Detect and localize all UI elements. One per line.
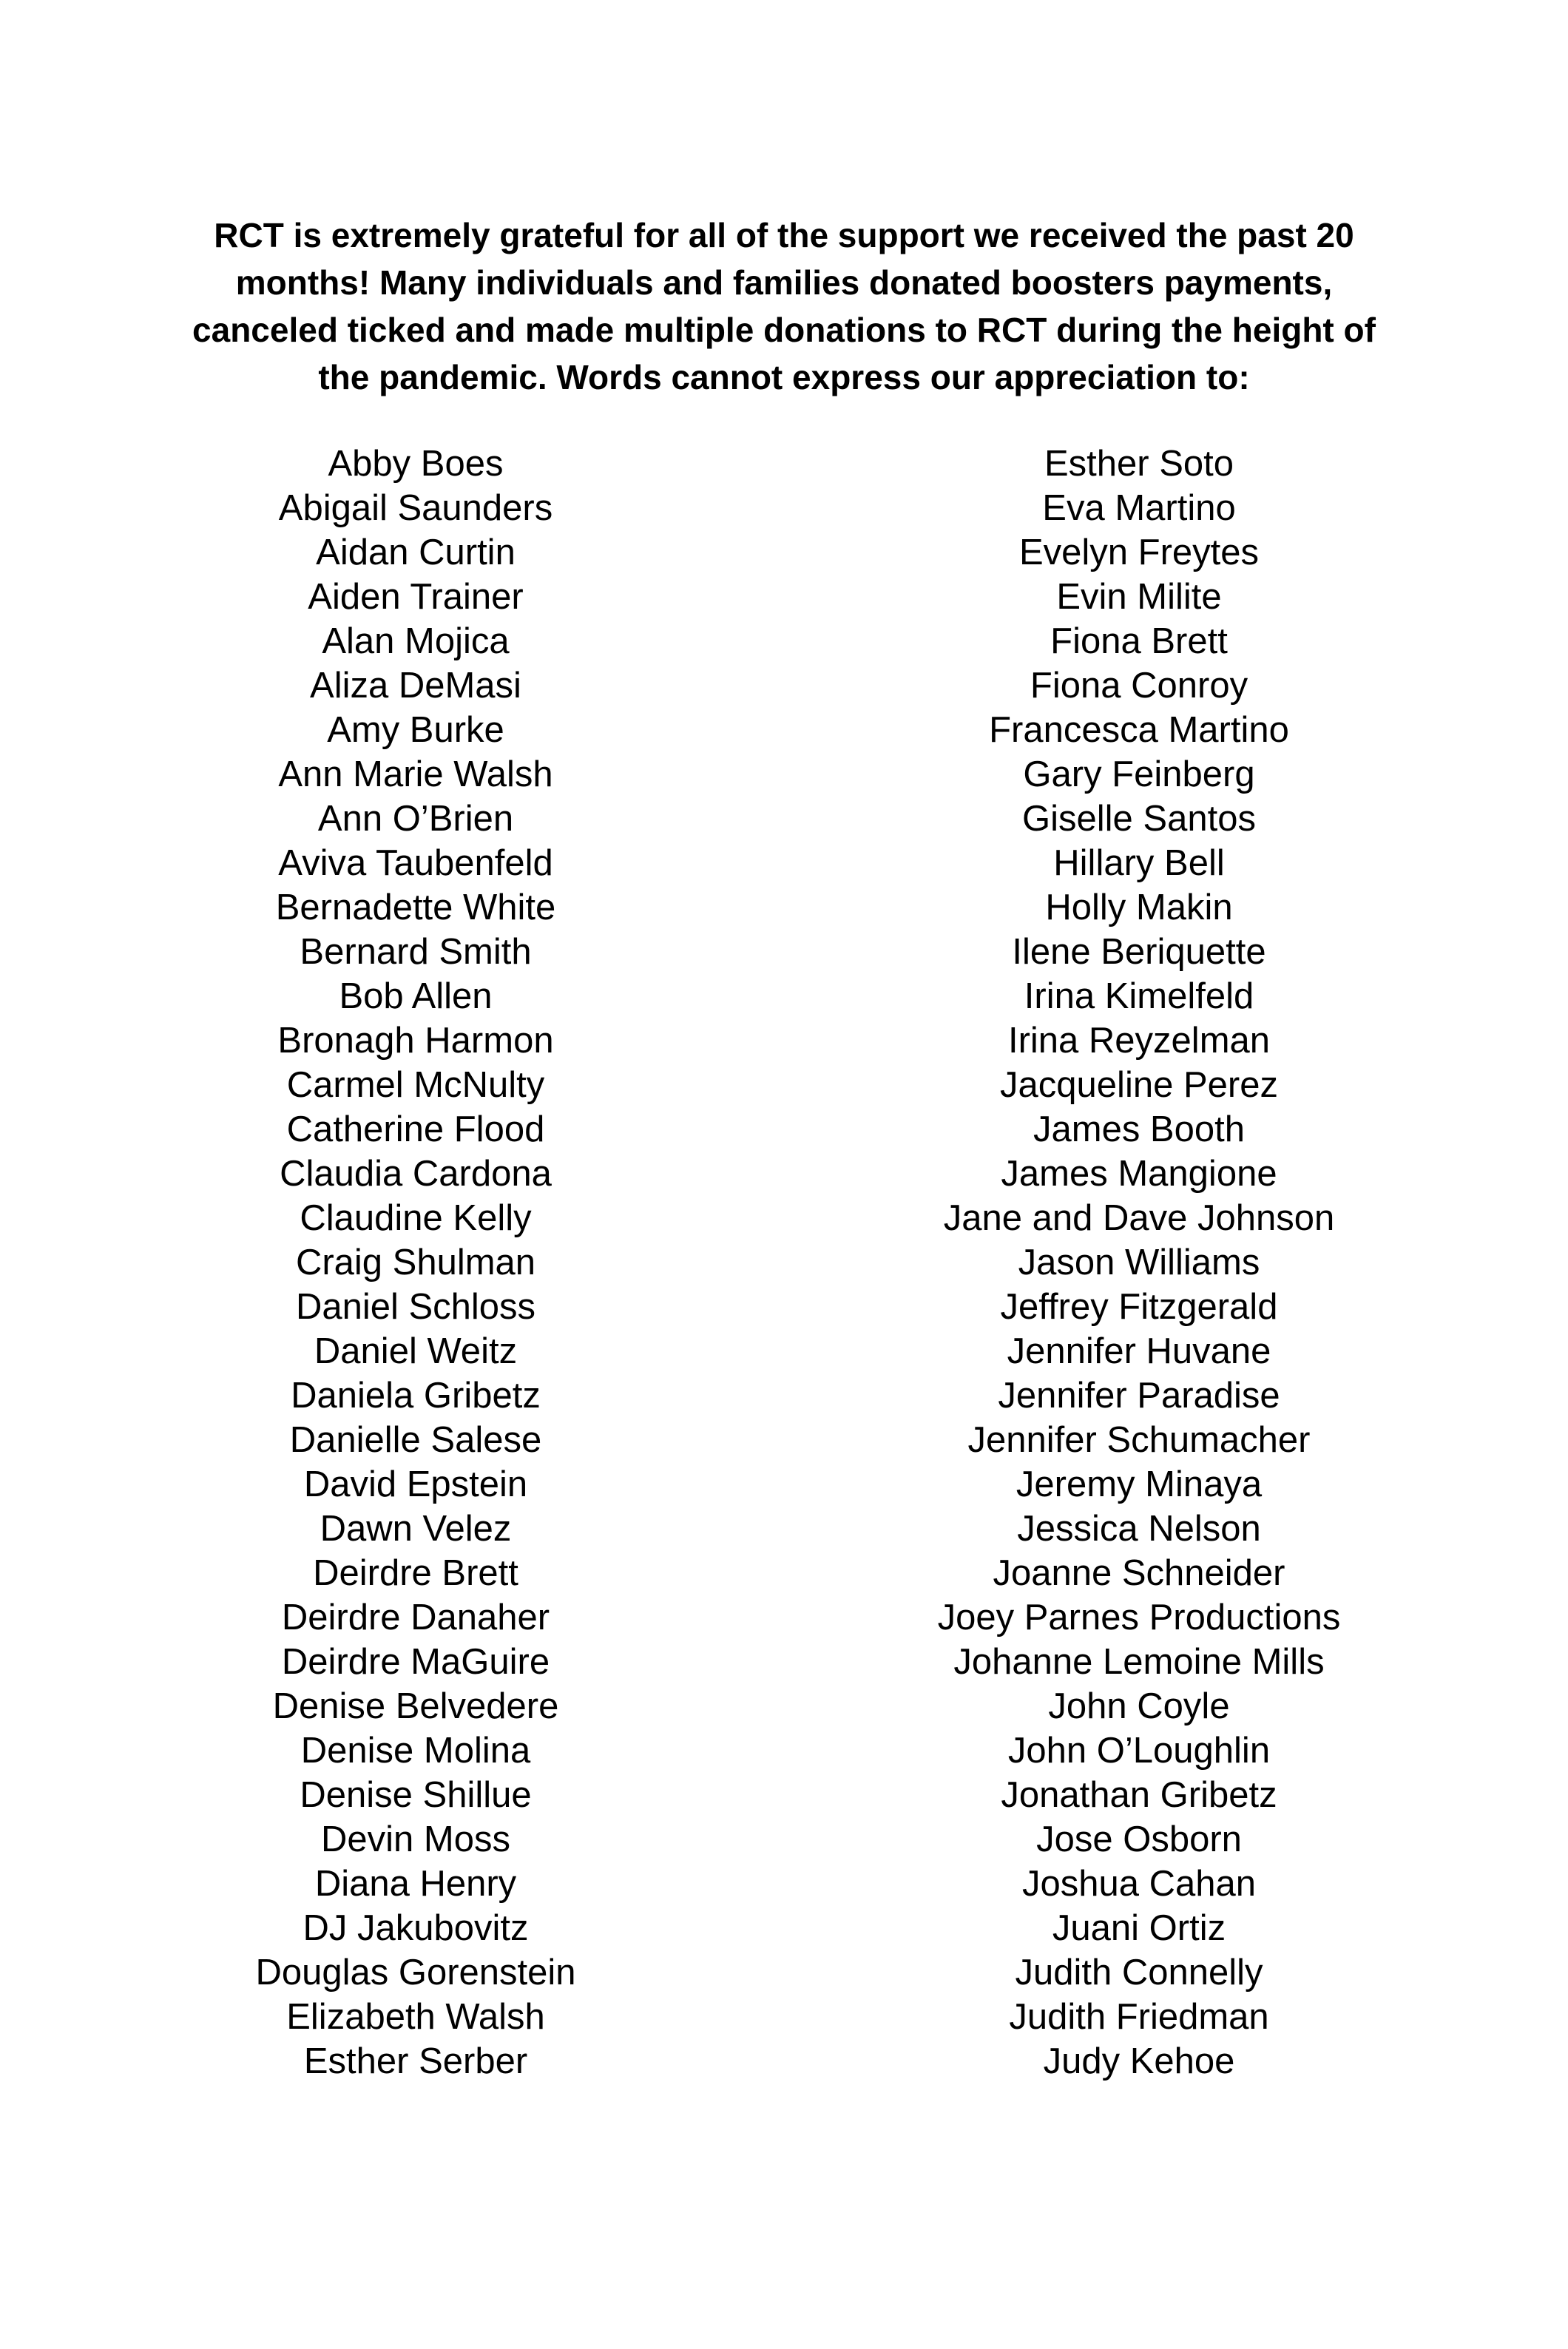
donor-name: Irina Kimelfeld	[1024, 976, 1254, 1016]
donor-name: Judith Connelly	[1015, 1953, 1263, 1993]
donor-name: Jennifer Schumacher	[967, 1420, 1311, 1460]
donor-name: Aidan Curtin	[316, 533, 516, 572]
donor-name: Johanne Lemoine Mills	[953, 1642, 1325, 1682]
donor-name: Jeremy Minaya	[1016, 1464, 1263, 1504]
donor-name: Francesca Martino	[989, 710, 1289, 750]
donor-list-right	[843, 442, 1435, 2083]
donor-name: Dawn Velez	[320, 1509, 512, 1549]
donor-name: Deirdre Brett	[313, 1553, 518, 1593]
donor-name: Bronagh Harmon	[277, 1021, 554, 1061]
donor-name: Esther Serber	[303, 2041, 528, 2081]
donor-name: Esther Soto	[1044, 444, 1234, 484]
donor-name: Evelyn Freytes	[1018, 533, 1260, 572]
donor-name: Giselle Santos	[1022, 799, 1256, 839]
donor-name: Aiden Trainer	[308, 577, 524, 617]
donor-name: Jennifer Paradise	[998, 1376, 1280, 1416]
donor-name: Devin Moss	[321, 1819, 510, 1859]
donor-name: Daniel Schloss	[295, 1287, 536, 1327]
intro-line: the pandemic. Words cannot express our appreciation to:	[318, 358, 1250, 396]
donor-name: Aliza DeMasi	[310, 666, 521, 706]
donor-name: Jonathan Gribetz	[1001, 1775, 1277, 1815]
donor-name: Claudine Kelly	[300, 1198, 532, 1238]
donor-name: Ilene Beriquette	[1012, 932, 1266, 972]
donor-name: Jennifer Huvane	[1007, 1331, 1271, 1371]
donor-name: Carmel McNulty	[286, 1065, 545, 1105]
donor-name: Elizabeth Walsh	[286, 1997, 545, 2037]
donor-name: James Booth	[1033, 1109, 1245, 1149]
donor-name: Irina Reyzelman	[1007, 1021, 1271, 1061]
donor-name: Catherine Flood	[286, 1109, 545, 1149]
donor-name: Diana Henry	[314, 1864, 517, 1904]
donor-name: Deirdre MaGuire	[281, 1642, 550, 1682]
donor-name: Abigail Saunders	[278, 488, 553, 528]
donor-name: Deirdre Danaher	[281, 1598, 550, 1637]
donor-name: Ann O’Brien	[317, 799, 514, 839]
donor-name: Amy Burke	[327, 710, 504, 750]
donor-name: Juani Ortiz	[1052, 1908, 1226, 1948]
donor-name: John O’Loughlin	[1007, 1731, 1271, 1771]
donor-name: Abby Boes	[328, 444, 504, 484]
donor-name: Jeffrey Fitzgerald	[1000, 1287, 1278, 1327]
donor-name: Jacqueline Perez	[1000, 1065, 1278, 1105]
donor-name: Aviva Taubenfeld	[278, 843, 553, 883]
donor-name: Joey Parnes Productions	[937, 1598, 1341, 1637]
donor-name: Judy Kehoe	[1043, 2041, 1235, 2081]
donor-name: Fiona Brett	[1050, 621, 1228, 661]
donor-name: David Epstein	[303, 1464, 528, 1504]
intro-paragraph	[96, 212, 1472, 401]
donor-name: Evin Milite	[1056, 577, 1222, 617]
intro-line: RCT is extremely grateful for all of the support we received the past 20	[214, 216, 1354, 254]
donor-name: Denise Shillue	[300, 1775, 532, 1815]
intro-line: canceled ticked and made multiple donations to RCT during the height of	[192, 311, 1376, 349]
donor-list-left	[120, 442, 712, 2083]
donor-name: DJ Jakubovitz	[303, 1908, 529, 1948]
donor-name: Bernadette White	[275, 888, 556, 927]
donor-name: John Coyle	[1048, 1686, 1230, 1726]
donor-name: Jason Williams	[1018, 1243, 1260, 1282]
donor-name: Gary Feinberg	[1023, 754, 1255, 794]
donor-name: Douglas Gorenstein	[255, 1953, 576, 1993]
donor-name: Claudia Cardona	[280, 1154, 552, 1194]
donor-name: Jessica Nelson	[1017, 1509, 1261, 1549]
donor-name: Daniel Weitz	[314, 1331, 518, 1371]
donor-name: Denise Belvedere	[272, 1686, 559, 1726]
donor-name: Judith Friedman	[1009, 1997, 1269, 2037]
donor-name: Bob Allen	[339, 976, 493, 1016]
donor-name: Joshua Cahan	[1021, 1864, 1256, 1904]
donor-name: Danielle Salese	[289, 1420, 542, 1460]
donor-name: Denise Molina	[300, 1731, 531, 1771]
donor-name: Craig Shulman	[295, 1243, 536, 1282]
donor-name: Holly Makin	[1045, 888, 1233, 927]
donor-name: James Mangione	[1001, 1154, 1277, 1194]
donor-name: Eva Martino	[1042, 488, 1236, 528]
donor-name: Jose Osborn	[1036, 1819, 1242, 1859]
donor-name: Daniela Gribetz	[291, 1376, 541, 1416]
donor-name: Joanne Schneider	[993, 1553, 1285, 1593]
donor-name: Bernard Smith	[300, 932, 532, 972]
donor-name: Ann Marie Walsh	[278, 754, 553, 794]
intro-line: months! Many individuals and families donated boosters payments,	[235, 263, 1333, 302]
donor-name: Fiona Conroy	[1030, 666, 1248, 706]
donor-name: Jane and Dave Johnson	[943, 1198, 1335, 1238]
donor-name: Alan Mojica	[322, 621, 510, 661]
donor-name: Hillary Bell	[1053, 843, 1225, 883]
